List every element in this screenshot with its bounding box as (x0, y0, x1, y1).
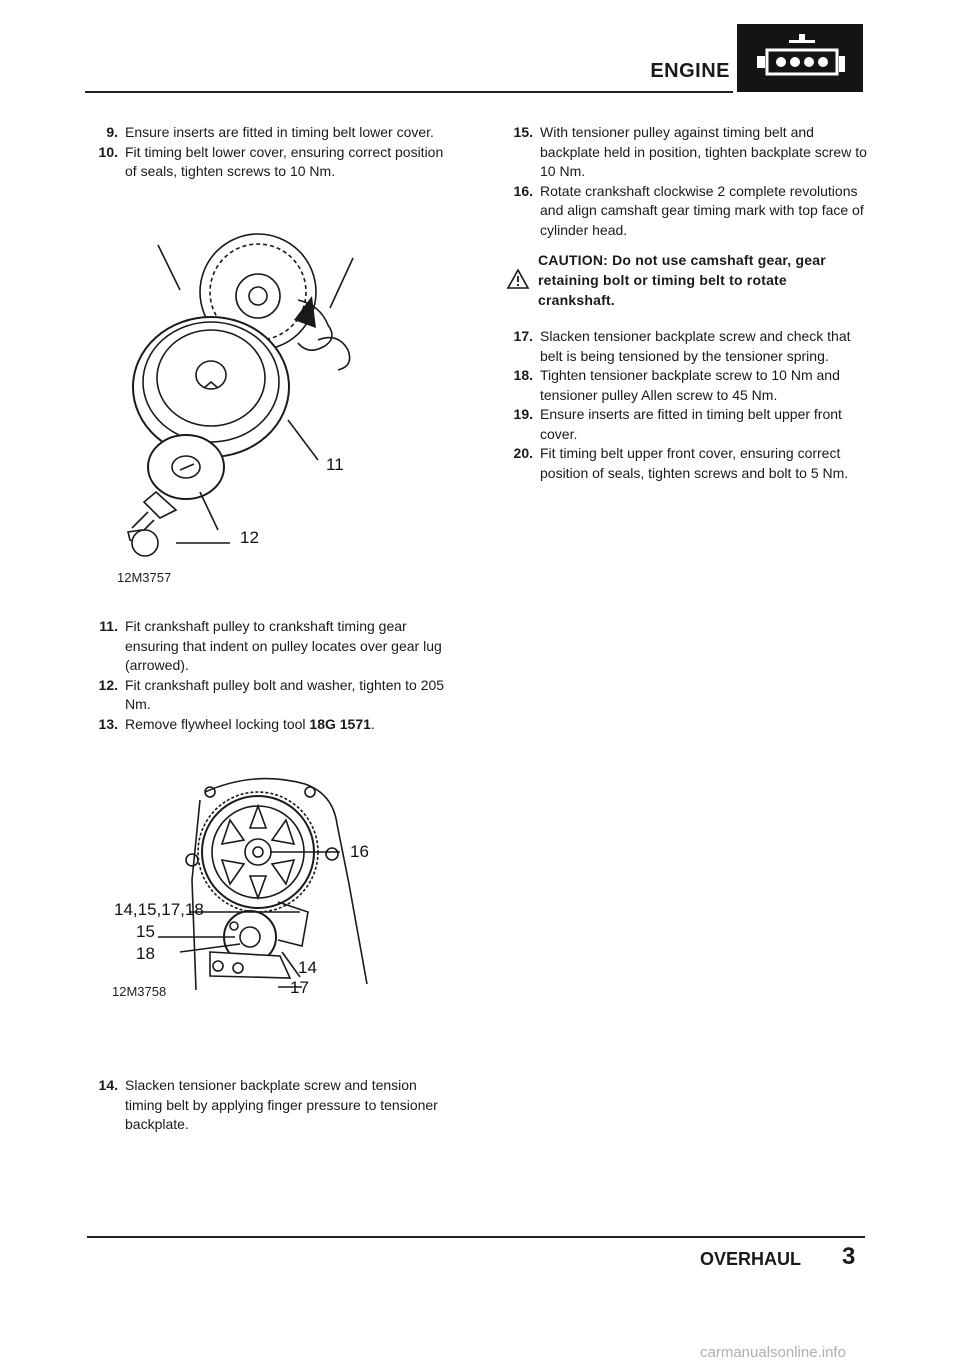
engine-icon (737, 24, 863, 92)
figure-crankshaft-pulley (118, 230, 388, 560)
figure-code-12M3757: 12M3757 (117, 570, 172, 585)
page-number: 3 (842, 1243, 856, 1270)
tool-number: 18G 1571 (309, 715, 371, 732)
step-15: 15. With tensioner pulley against timing belt and backplate held in position, tighten backplate screw to 10 Nm. (513, 124, 867, 179)
step-14-block (85, 1076, 445, 1135)
steps-9-10 (85, 123, 445, 182)
step-14: 14. Slacken tensioner backplate screw and tension timing belt by applying finger pressure to tensioner backplate. (98, 1077, 438, 1132)
steps-17-20 (500, 327, 870, 483)
caution-text: CAUTION: Do not use camshaft gear, gear retaining bolt or timing belt to rotate crankshaft. (538, 252, 826, 308)
callout-16: 16 (350, 842, 369, 861)
step-19: 19. Ensure inserts are fitted in timing belt upper front cover. (513, 406, 842, 442)
footer-rule (87, 1236, 865, 1238)
callout-17: 17 (290, 978, 309, 997)
figure-timing-belt-tensioner (110, 772, 410, 1012)
step-12: 12. Fit crankshaft pulley bolt and washer, tighten to 205 Nm. (98, 676, 445, 712)
callout-14: 14 (298, 958, 317, 977)
callout-11: 11 (326, 455, 344, 474)
step-13: 13. Remove flywheel locking tool 18G 1571. (98, 715, 375, 732)
warning-triangle-icon (506, 250, 538, 310)
steps-11-13 (85, 617, 445, 734)
section-title: ENGINE (650, 60, 730, 82)
step-18: 18. Tighten tensioner backplate screw to 10 Nm and tensioner pulley Allen screw to 45 Nm. (513, 367, 840, 403)
callout-18: 18 (136, 944, 155, 963)
watermark: carmanualsonline.info (700, 1344, 846, 1361)
step-20: 20. Fit timing belt upper front cover, ensuring correct position of seals, tighten screws and bolt to 5 Nm. (513, 445, 849, 481)
crankshaft-pulley-illustration (118, 230, 388, 560)
footer-section-name: OVERHAUL (700, 1249, 802, 1269)
callout-14-15-17-18: 14,15,17,18 (114, 900, 204, 919)
steps-15-16 (500, 123, 870, 240)
figure-code-12M3758: 12M3758 (112, 984, 167, 999)
header-rule (85, 91, 733, 93)
step-16: 16. Rotate crankshaft clockwise 2 complete revolutions and align camshaft gear timing mark with top face of cylinder head. (513, 182, 864, 238)
callout-12: 12 (240, 528, 259, 547)
step-17: 17. Slacken tensioner backplate screw and check that belt is being tensioned by the tensioner spring. (513, 328, 851, 364)
callout-15: 15 (136, 922, 155, 941)
caution-note (506, 250, 866, 310)
timing-belt-illustration (110, 772, 410, 1012)
step-10: 10. Fit timing belt lower cover, ensuring correct position of seals, tighten screws to 10 Nm. (98, 143, 444, 179)
step-9: 9. Ensure inserts are fitted in timing belt lower cover. (106, 124, 434, 140)
step-11: 11. Fit crankshaft pulley to crankshaft timing gear ensuring that indent on pulley locates over gear lug (arrowed). (99, 618, 442, 673)
